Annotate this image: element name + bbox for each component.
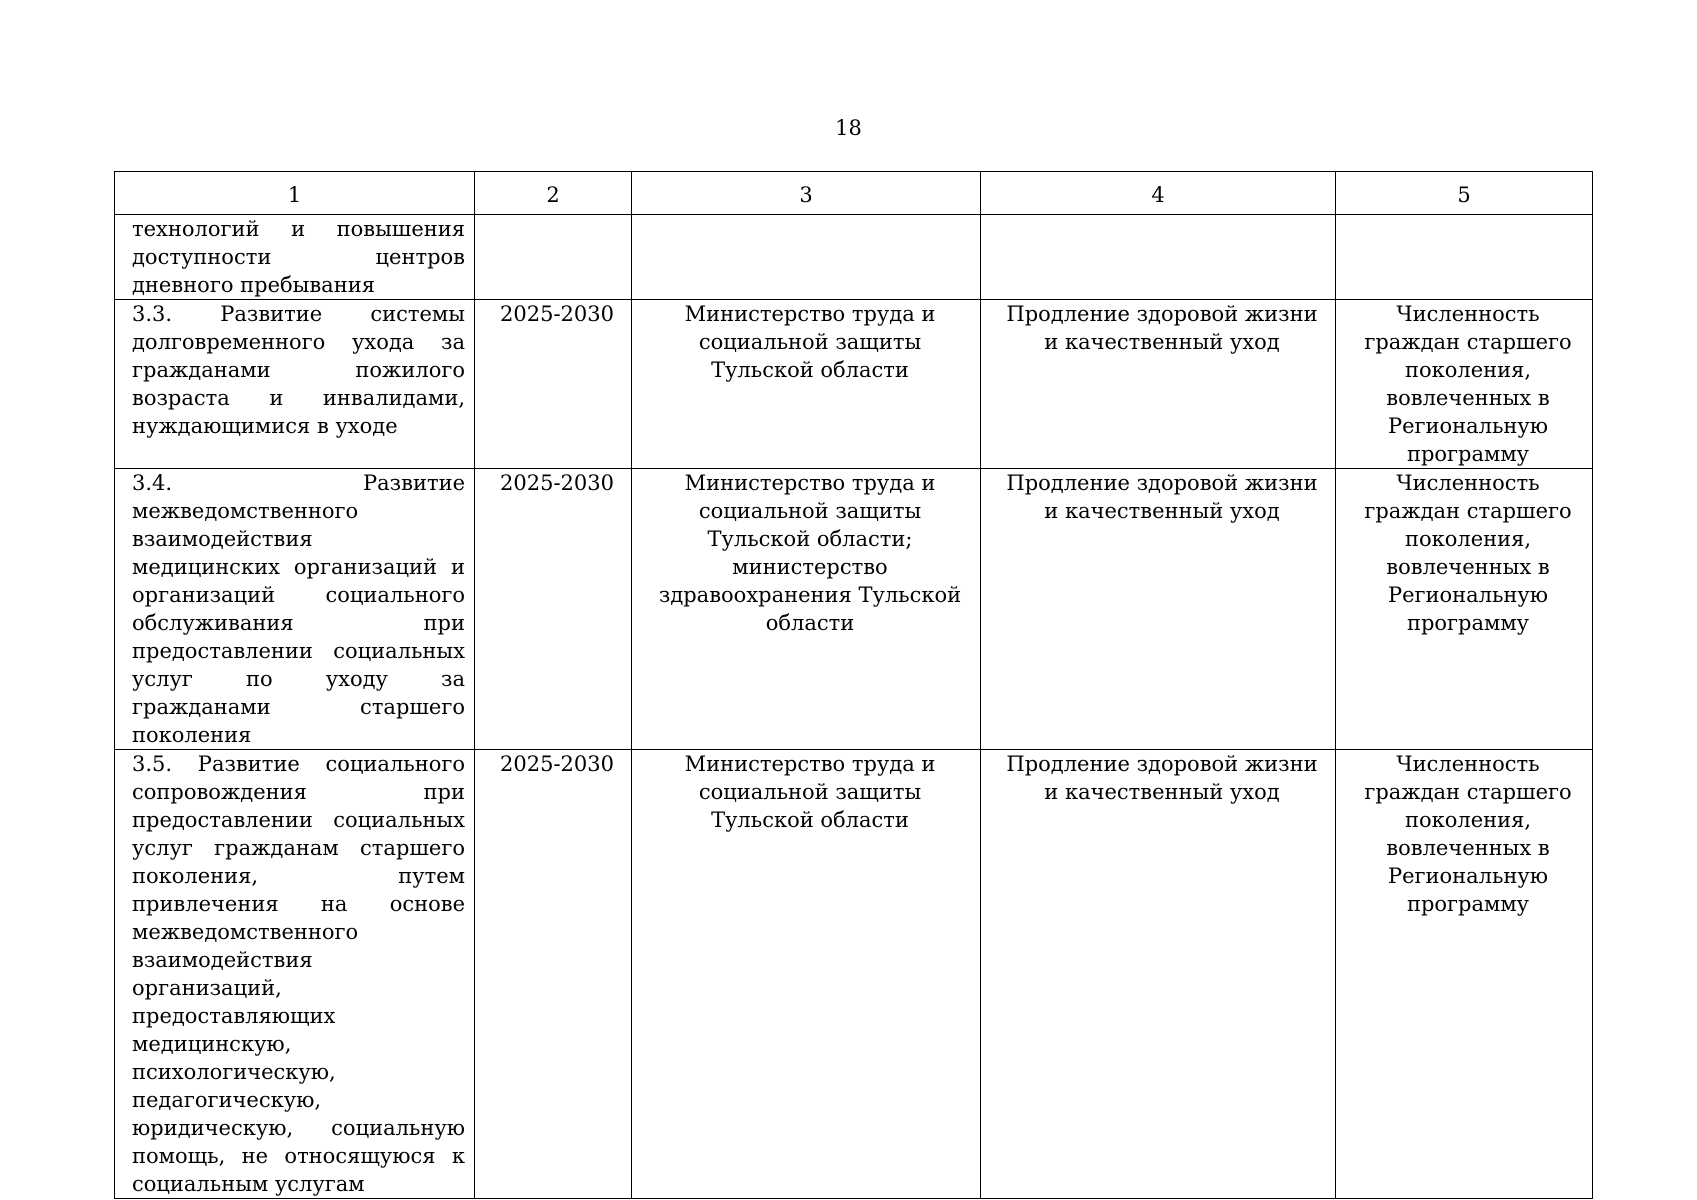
period-cell: 2025-2030 <box>475 300 632 469</box>
measure-name-cell: 3.4. Развитие межведомственного взаимодействия медицинских организаций и организаций социального обслуживания при предоставлении социальных услуг по уходу за гражданами старшего поколения <box>115 469 475 750</box>
measure-name-cell: 3.3. Развитие системы долговременного ухода за гражданами пожилого возраста и инвалидами, нуждающимися в уходе <box>115 300 475 469</box>
table-row <box>115 215 1593 300</box>
column-header-2: 2 <box>475 172 632 215</box>
table-row <box>115 469 1593 750</box>
column-header-1: 1 <box>115 172 475 215</box>
page-number: 18 <box>835 116 862 140</box>
executor-cell: Министерство труда и социальной защиты Тульской области; министерство здравоохранения Тульской области <box>632 469 981 750</box>
indicator-cell: Численность граждан старшего поколения, вовлеченных в Региональную программу <box>1336 750 1593 1199</box>
executor-cell <box>632 215 981 300</box>
period-cell <box>475 215 632 300</box>
indicator-cell: Численность граждан старшего поколения, вовлеченных в Региональную программу <box>1336 469 1593 750</box>
result-cell <box>981 215 1336 300</box>
period-cell: 2025-2030 <box>475 469 632 750</box>
column-header-4: 4 <box>981 172 1336 215</box>
measures-table <box>114 171 1593 1199</box>
table-row <box>115 300 1593 469</box>
table-row <box>115 750 1593 1199</box>
executor-cell: Министерство труда и социальной защиты Тульской области <box>632 750 981 1199</box>
result-cell: Продление здоровой жизни и качественный уход <box>981 469 1336 750</box>
period-cell: 2025-2030 <box>475 750 632 1199</box>
indicator-cell <box>1336 215 1593 300</box>
result-cell: Продление здоровой жизни и качественный уход <box>981 300 1336 469</box>
indicator-cell: Численность граждан старшего поколения, вовлеченных в Региональную программу <box>1336 300 1593 469</box>
column-header-5: 5 <box>1336 172 1593 215</box>
table-header-row <box>115 172 1593 215</box>
column-header-3: 3 <box>632 172 981 215</box>
result-cell: Продление здоровой жизни и качественный уход <box>981 750 1336 1199</box>
executor-cell: Министерство труда и социальной защиты Тульской области <box>632 300 981 469</box>
measure-name-cell: технологий и повышения доступности центров дневного пребывания <box>115 215 475 300</box>
measure-name-cell: 3.5. Развитие социального сопровождения при предоставлении социальных услуг гражданам старшего поколения, путем привлечения на основе межведомственного взаимодействия организаций, предоставляющих медицинскую, психологическую, педагогическую, юридическую, социальную помощь, не относящуюся к социальным услугам <box>115 750 475 1199</box>
